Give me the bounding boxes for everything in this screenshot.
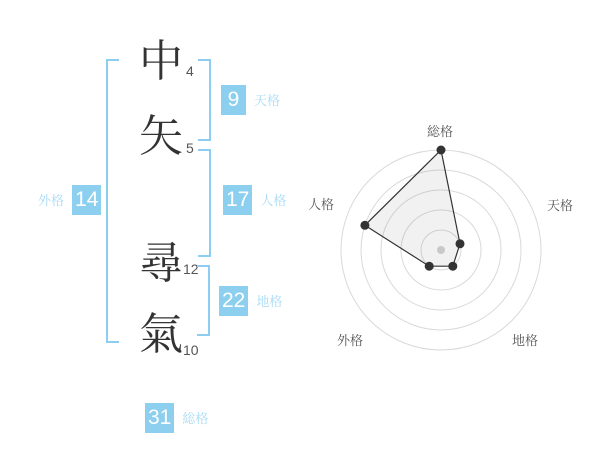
soukaku-badge: 31 [145,403,174,433]
radar-axis-label: 人格 [307,197,335,212]
radar-data-point [448,262,457,271]
radar-data-point [456,239,465,248]
name-char-3: 尋 [139,239,183,288]
kaku-radar-chart [301,110,591,360]
radar-data-point [425,262,434,271]
radar-data-point [360,221,369,230]
jinkaku-badge: 17 [223,185,252,215]
chikaku-label: 地格 [256,293,283,309]
soukaku-label: 総格 [182,410,209,426]
chikaku-badge: 22 [219,286,248,316]
gaikaku-group [38,185,101,215]
tenkaku-label: 天格 [254,92,281,108]
gaikaku-bracket [106,59,119,343]
radar-axis-label: 総格 [426,124,454,139]
radar-axis-label: 地格 [511,333,539,348]
radar-center-dot [437,246,445,254]
stroke-count-3: 12 [183,261,199,277]
radar-polygon [365,150,460,266]
tenkaku-bracket [198,59,211,141]
stroke-count-2: 5 [186,140,194,156]
radar-axis-label: 天格 [546,198,574,213]
gaikaku-badge: 14 [72,185,101,215]
stroke-count-1: 4 [186,63,194,79]
radar-data-point [437,146,446,155]
chikaku-group [219,286,282,316]
name-char-1: 中 [139,37,183,86]
gaikaku-label: 外格 [38,192,65,208]
chikaku-bracket [197,265,210,336]
jinkaku-group [223,185,286,215]
jinkaku-bracket [198,149,211,257]
name-char-2: 矢 [139,112,183,161]
soukaku-group [145,403,208,433]
jinkaku-label: 人格 [260,192,287,208]
tenkaku-badge: 9 [221,85,246,115]
stroke-count-4: 10 [183,342,199,358]
name-char-4: 氣 [139,310,183,359]
radar-axis-label: 外格 [336,333,364,348]
tenkaku-group [221,85,280,115]
